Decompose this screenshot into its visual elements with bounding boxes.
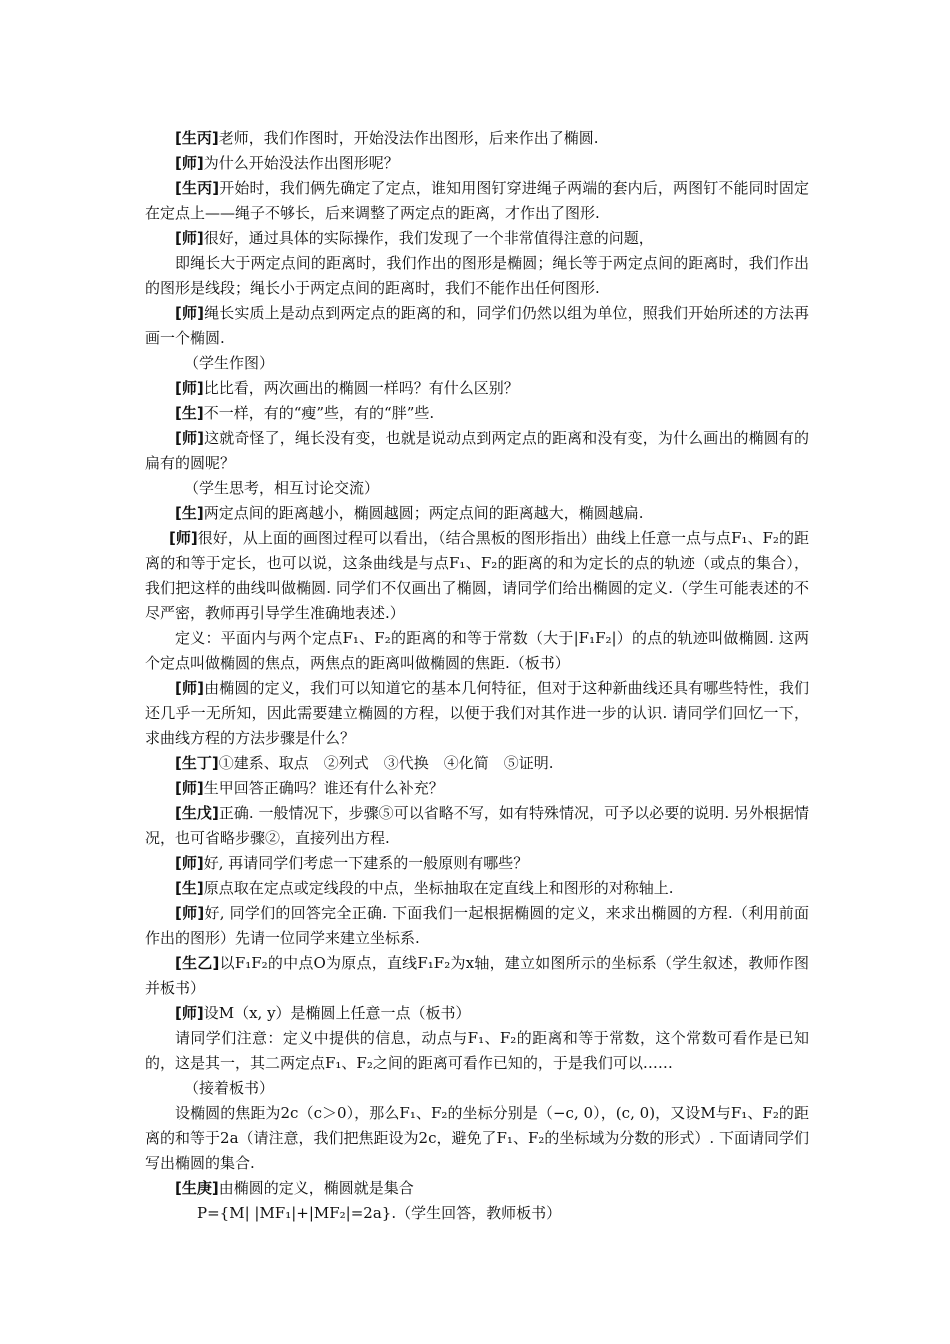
paragraph xyxy=(145,1026,809,1076)
paragraph xyxy=(145,126,809,151)
paragraph xyxy=(145,501,809,526)
paragraph xyxy=(145,776,809,801)
paragraph xyxy=(145,1176,809,1201)
paragraph-text: 由椭圆的定义，椭圆就是集合 xyxy=(218,1179,414,1197)
set-formula-line: P={M| |MF₁|+|MF₂|=2a}.（学生回答，教师板书） xyxy=(197,1204,562,1222)
paragraph-text: 即绳长大于两定点间的距离时，我们作出的图形是椭圆；绳长等于两定点间的距离时，我们作出的图形是线段；绳长小于两定点间的距离时，我们不能作出任何图形. xyxy=(145,254,809,297)
speaker-label: [师] xyxy=(175,304,204,322)
paragraph-text: 为什么开始没法作出图形呢？ xyxy=(203,154,399,172)
paragraph xyxy=(145,1101,809,1176)
paragraph xyxy=(145,351,809,376)
paragraph-text: （学生作图） xyxy=(184,354,275,372)
paragraph-text: 很好，通过具体的实际操作，我们发现了一个非常值得注意的问题， xyxy=(203,229,654,247)
paragraph xyxy=(145,751,809,776)
paragraph-text: 请同学们注意：定义中提供的信息，动点与F₁、F₂的距离和等于常数，这个常数可看作是已知的，这是其一，其二两定点F₁、F₂之间的距离可看作已知的，于是我们可以…… xyxy=(145,1029,809,1072)
speaker-label: [生] xyxy=(175,404,204,422)
paragraph-text: 设椭圆的焦距为2c（c＞0），那么F₁、F₂的坐标分别是（−c, 0），(c, 0)，又设M与F₁、F₂的距离的和等于2a（请注意，我们把焦距设为2c，避免了F₁、F₂的坐标域为分数的形式）. 下面请同学们写出椭圆的集合. xyxy=(145,1104,809,1172)
paragraph-text: 原点取在定点或定线段的中点，坐标抽取在定直线上和图形的对称轴上. xyxy=(203,879,674,897)
paragraph xyxy=(145,901,809,951)
paragraph xyxy=(145,951,809,1001)
paragraph xyxy=(145,176,809,226)
speaker-label: [师] xyxy=(175,154,204,172)
paragraph xyxy=(145,801,809,851)
paragraph-text: 两定点间的距离越小，椭圆越圆；两定点间的距离越大，椭圆越扁. xyxy=(203,504,644,522)
paragraph-text: （接着板书） xyxy=(184,1079,275,1097)
paragraph-text: 定义：平面内与两个定点F₁、F₂的距离的和等于常数（大于|F₁F₂|）的点的轨迹叫做椭圆. 这两个定点叫做椭圆的焦点，两焦点的距离叫做椭圆的焦距.（板书） xyxy=(145,629,809,672)
paragraph-text: 开始时，我们俩先确定了定点，谁知用图钉穿进绳子两端的套内后，两图钉不能同时固定在定点上——绳子不够长，后来调整了两定点的距离，才作出了图形. xyxy=(145,179,809,222)
paragraph-text: （学生思考，相互讨论交流） xyxy=(184,479,380,497)
paragraph xyxy=(145,851,809,876)
paragraph-text: 生甲回答正确吗？谁还有什么补充？ xyxy=(203,779,444,797)
speaker-label: [师] xyxy=(175,854,204,872)
paragraph xyxy=(145,301,809,351)
speaker-label: [生庚] xyxy=(175,1179,219,1197)
paragraph xyxy=(145,626,809,676)
paragraph xyxy=(145,876,809,901)
speaker-label: [师] xyxy=(169,529,198,547)
speaker-label: [生] xyxy=(175,504,204,522)
paragraph xyxy=(145,1001,809,1026)
speaker-label: [生戊] xyxy=(175,804,219,822)
speaker-label: [师] xyxy=(175,904,205,922)
paragraph-text: 设M（x, y）是椭圆上任意一点（板书） xyxy=(203,1004,471,1022)
paragraph-text: 好, 同学们的回答完全正确. 下面我们一起根据椭圆的定义，来求出椭圆的方程.（利用前面作出的图形）先请一位同学来建立坐标系. xyxy=(145,904,809,947)
paragraph xyxy=(145,401,809,426)
paragraph xyxy=(145,676,809,751)
speaker-label: [生丙] xyxy=(175,179,220,197)
paragraph-text: ①建系、取点 ②列式 ③代换 ④化简 ⑤证明. xyxy=(218,754,554,772)
speaker-label: [师] xyxy=(175,229,204,247)
speaker-label: [师] xyxy=(175,679,204,697)
paragraph-text: 很好，从上面的画图过程可以看出，（结合黑板的图形指出）曲线上任意一点与点F₁、F₂的距离的和等于定长，也可以说，这条曲线是与点F₁、F₂的距离的和为定长的点的轨迹（或点的集合），我们把这样的曲线叫做椭圆. 同学们不仅画出了椭圆，请同学们给出椭圆的定义.（学生可能表述的不尽严密，教师再引导学生准确地表述.） xyxy=(145,529,809,622)
speaker-label: [师] xyxy=(175,429,204,447)
speaker-label: [生] xyxy=(175,879,204,897)
paragraph xyxy=(145,251,809,301)
paragraph-text: 老师，我们作图时，开始没法作出图形，后来作出了椭圆. xyxy=(218,129,599,147)
paragraph-text: 正确. 一般情况下，步骤⑤可以省略不写，如有特殊情况，可予以必要的说明. 另外根据情况，也可省略步骤②，直接列出方程. xyxy=(145,804,809,847)
speaker-label: [生丙] xyxy=(175,129,219,147)
paragraph-text: 由椭圆的定义，我们可以知道它的基本几何特征，但对于这种新曲线还具有哪些特性，我们还几乎一无所知，因此需要建立椭圆的方程，以便于我们对其作进一步的认识. 请同学们回忆一下，求曲线方程的方法步骤是什么？ xyxy=(145,679,809,747)
paragraph xyxy=(145,426,809,476)
document-body xyxy=(145,126,809,1226)
speaker-label: [师] xyxy=(175,1004,204,1022)
speaker-label: [师] xyxy=(175,379,204,397)
paragraph-text: 比比看，两次画出的椭圆一样吗？有什么区别？ xyxy=(203,379,519,397)
paragraph xyxy=(145,376,809,401)
speaker-label: [师] xyxy=(175,779,204,797)
paragraph-text: 好, 再请同学们考虑一下建系的一般原则有哪些？ xyxy=(203,854,529,872)
paragraph xyxy=(145,526,809,626)
paragraph xyxy=(145,1076,809,1101)
paragraph-text: 这就奇怪了，绳长没有变，也就是说动点到两定点的距离和没有变，为什么画出的椭圆有的扁有的圆呢？ xyxy=(145,429,809,472)
paragraph xyxy=(145,476,809,501)
paragraph xyxy=(145,151,809,176)
paragraph-text: 绳长实质上是动点到两定点的距离的和，同学们仍然以组为单位，照我们开始所述的方法再画一个椭圆. xyxy=(145,304,809,347)
paragraph-text: 不一样，有的“瘦”些，有的“胖”些. xyxy=(203,404,435,422)
paragraph-text: 以F₁F₂的中点O为原点，直线F₁F₂为x轴，建立如图所示的坐标系（学生叙述，教师作图并板书） xyxy=(145,954,809,997)
paragraph xyxy=(145,226,809,251)
speaker-label: [生乙] xyxy=(175,954,220,972)
speaker-label: [生丁] xyxy=(175,754,219,772)
